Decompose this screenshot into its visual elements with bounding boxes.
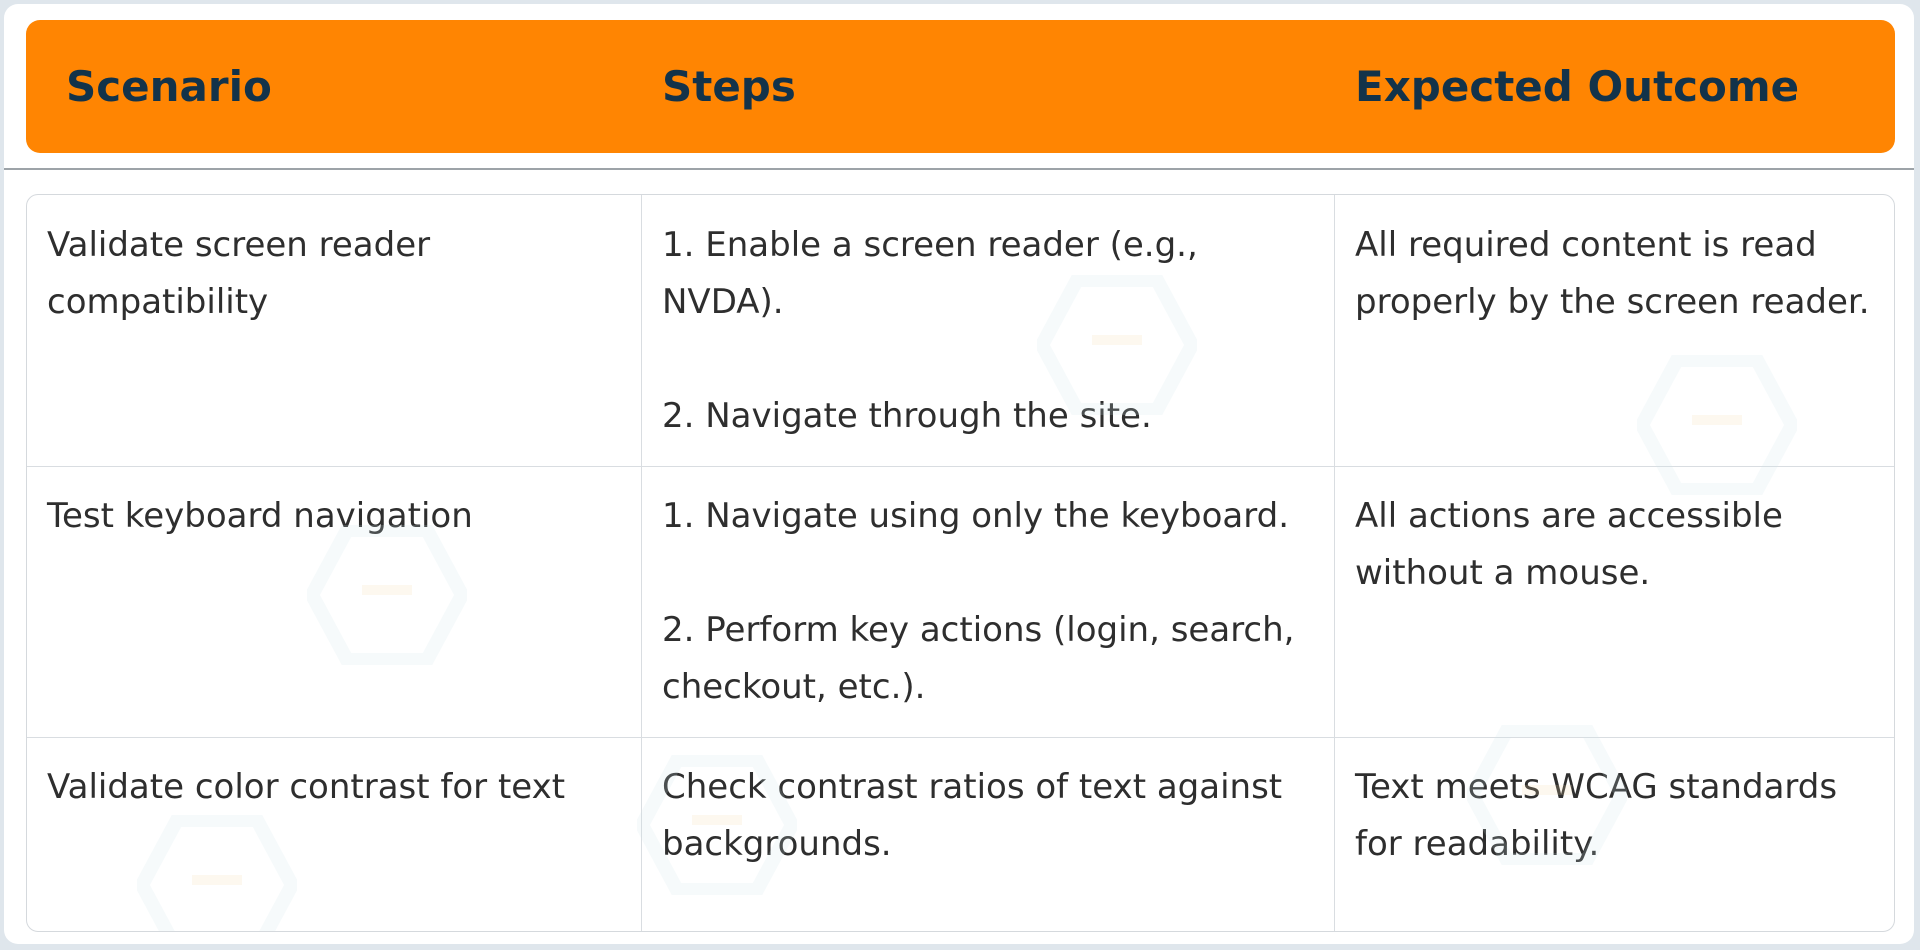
header-divider [4,168,1914,170]
table-card [4,4,1914,944]
table-header [26,20,1895,153]
step-item: 2. Navigate through the site. [662,396,1152,436]
cell-expected-outcome: All actions are accessible without a mouse. [1334,466,1894,737]
cell-steps [641,466,1334,737]
step-item: 1. Enable a screen reader (e.g., NVDA). [662,225,1198,322]
cell-expected-outcome: Text meets WCAG standards for readability. [1334,737,1894,931]
cell-scenario: Validate screen reader compatibility [47,225,431,322]
cell-steps [641,737,1334,931]
header-steps: Steps [662,62,796,111]
header-scenario: Scenario [66,62,272,111]
header-expected-outcome: Expected Outcome [1355,62,1800,111]
table-row [27,737,1894,931]
cell-scenario: Test keyboard navigation [47,496,473,536]
cell-expected-outcome: All required content is read properly by the screen reader. [1334,195,1894,466]
step-item: 1. Navigate using only the keyboard. [662,496,1290,536]
table-body [26,194,1895,932]
step-item: 2. Perform key actions (login, search, checkout, etc.). [662,610,1295,707]
cell-scenario: Validate color contrast for text [47,767,566,807]
table-row [27,195,1894,467]
table-row [27,466,1894,738]
cell-steps [641,195,1334,466]
step-item: Check contrast ratios of text against backgrounds. [662,767,1283,864]
